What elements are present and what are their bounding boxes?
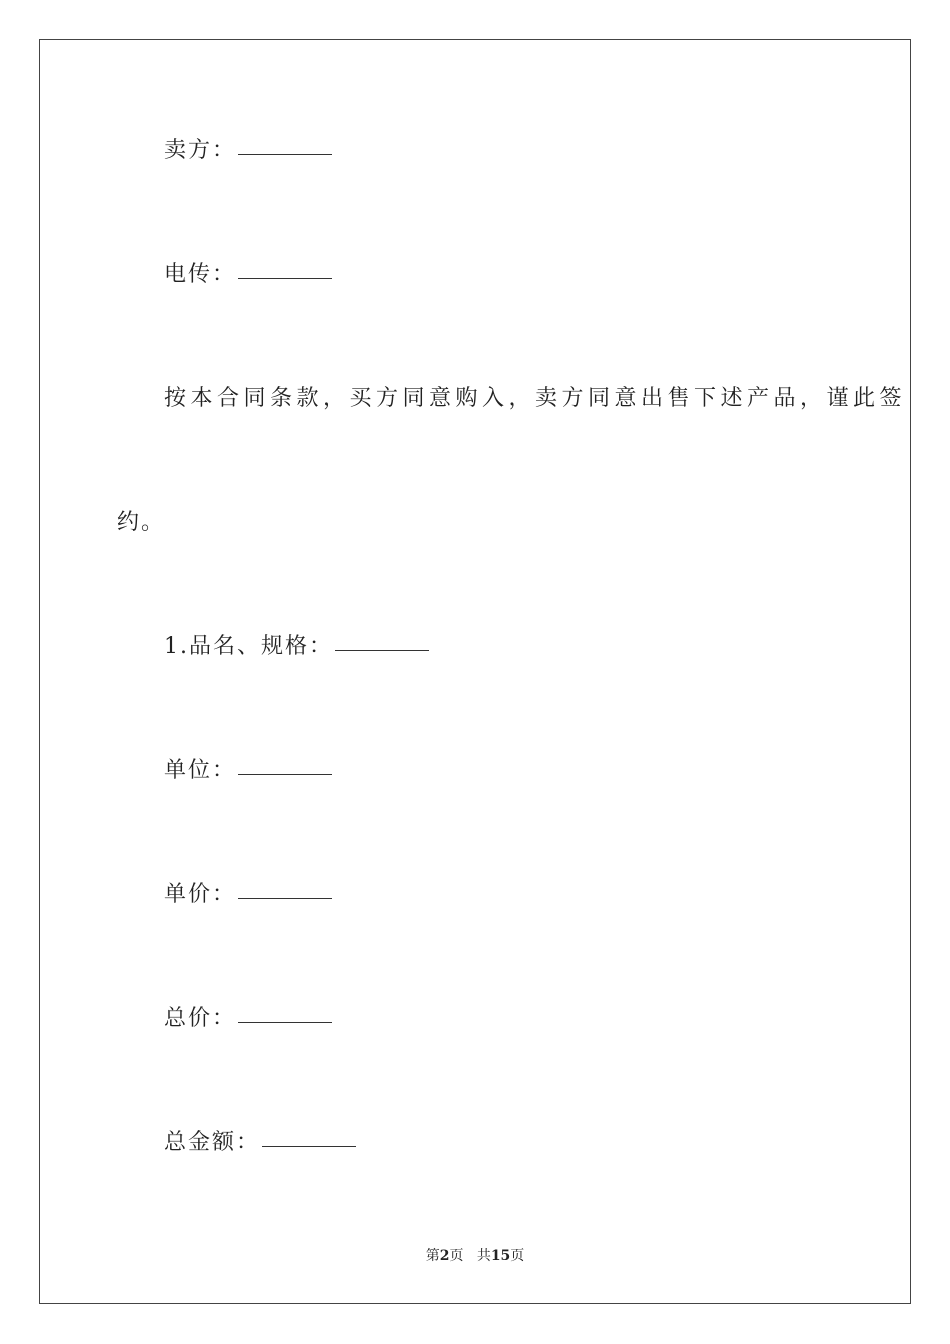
total-price-label: 总价： bbox=[164, 1006, 237, 1031]
footer-total-suffix: 页 bbox=[510, 1248, 525, 1264]
unit-label: 单位： bbox=[164, 758, 237, 783]
unit-line bbox=[164, 757, 332, 785]
product-spec-line bbox=[164, 633, 429, 661]
unit-price-label: 单价： bbox=[164, 882, 237, 907]
telex-blank bbox=[238, 278, 332, 279]
seller-blank bbox=[238, 154, 332, 155]
unit-price-blank bbox=[238, 898, 332, 899]
product-spec-blank bbox=[335, 650, 429, 651]
footer-prefix: 第 bbox=[425, 1248, 440, 1264]
page-frame bbox=[39, 39, 911, 1304]
total-amount-line bbox=[164, 1129, 356, 1157]
total-price-blank bbox=[238, 1022, 332, 1023]
total-price-line bbox=[164, 1005, 332, 1033]
total-amount-label: 总金额： bbox=[164, 1130, 261, 1155]
agreement-paragraph-end bbox=[117, 509, 165, 537]
agreement-text: 按本合同条款，买方同意购入，卖方同意出售下述产品，谨此签 bbox=[164, 386, 907, 411]
total-pages-number: 15 bbox=[490, 1248, 511, 1264]
telex-label: 电传： bbox=[164, 262, 237, 287]
telex-line bbox=[164, 261, 332, 289]
seller-line bbox=[164, 137, 332, 165]
footer-page-word: 页 bbox=[449, 1248, 464, 1264]
total-amount-blank bbox=[262, 1146, 356, 1147]
agreement-paragraph bbox=[164, 385, 906, 413]
seller-label: 卖方： bbox=[164, 138, 237, 163]
page-footer bbox=[0, 1246, 950, 1266]
footer-total-prefix: 共 bbox=[476, 1248, 491, 1264]
agreement-text-end: 约。 bbox=[117, 510, 166, 535]
current-page-number: 2 bbox=[439, 1248, 450, 1264]
unit-blank bbox=[238, 774, 332, 775]
unit-price-line bbox=[164, 881, 332, 909]
product-spec-label: 1.品名、规格： bbox=[164, 634, 333, 659]
